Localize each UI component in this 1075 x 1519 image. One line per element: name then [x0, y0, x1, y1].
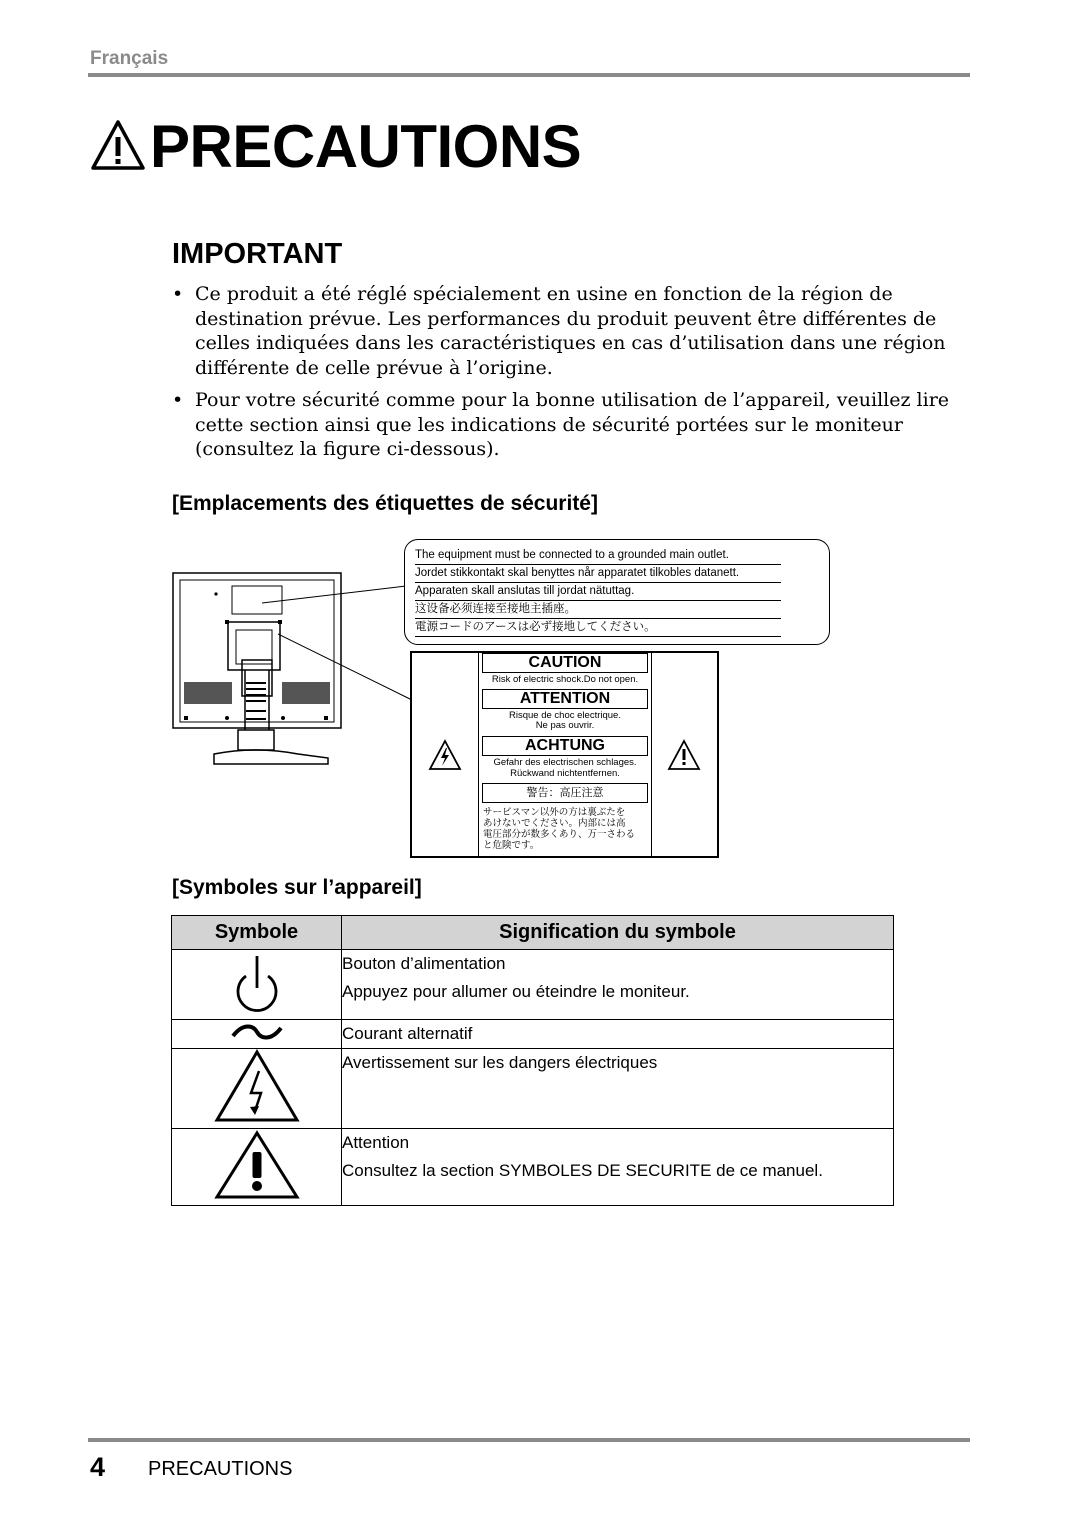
attention-icon [214, 1130, 300, 1200]
list-item: • Pour votre sécurité comme pour la bonne utilisation de l’appareil, veuillez lire cette section ainsi que les indications de sécurité portées sur le moniteur (consultez la figure ci-dessous). [172, 388, 972, 462]
ground-outlet-label [404, 539, 830, 645]
symbols-heading: [Symboles sur l’appareil] [172, 876, 422, 899]
achtung-text-line: Gefahr des electrischen schlages. [493, 757, 637, 768]
table-header-row [172, 916, 894, 950]
footer-section-title: PRECAUTIONS [148, 1458, 293, 1480]
page-title-text: PRECAUTIONS [150, 112, 582, 180]
symbols-table [171, 915, 894, 1206]
label-text-line: 这设备必须连接至接地主插座。 [415, 601, 781, 619]
important-heading: IMPORTANT [172, 238, 343, 270]
jp-text-line: 電圧部分が数多くあり、万一さわる [483, 829, 636, 840]
col-symbol-header: Symbole [172, 916, 342, 950]
footer-rule [88, 1438, 970, 1442]
attention-icon-right [651, 653, 717, 856]
cell-text: Bouton d’alimentation [342, 954, 506, 973]
attention-icon [667, 739, 701, 771]
header-rule [88, 73, 970, 77]
page-title [90, 108, 581, 184]
caution-label [410, 651, 719, 858]
achtung-text-line: Rückwand nichtentfernen. [510, 768, 620, 779]
page-number: 4 [90, 1452, 106, 1482]
electric-warning-icon [428, 739, 462, 771]
language-label: Français [90, 48, 169, 69]
power-icon [232, 952, 282, 1012]
table-row [172, 1020, 894, 1049]
achtung-heading: ACHTUNG [482, 736, 648, 756]
ac-icon [229, 1021, 285, 1043]
cell-text: Avertissement sur les dangers électriques [342, 1053, 658, 1072]
important-list [172, 282, 972, 470]
caution-text: Risk of electric shock.Do not open. [491, 674, 639, 685]
attention-text-line: Risque de choc electrique. [509, 710, 621, 721]
table-row [172, 950, 894, 1020]
caution-heading: CAUTION [482, 653, 648, 673]
col-meaning-header: Signification du symbole [342, 916, 894, 950]
monitor-rear-illustration [170, 570, 415, 770]
electric-warning-icon [214, 1049, 300, 1123]
cell-text: Attention [342, 1133, 410, 1152]
label-text-line: The equipment must be connected to a grounded main outlet. [415, 547, 781, 565]
table-row [172, 1129, 894, 1206]
jp-warning-heading: 警告：高圧注意 [482, 783, 648, 803]
attention-text-line: Ne pas ouvrir. [535, 720, 595, 731]
cell-text: Consultez la section SYMBOLES DE SECURITE de ce manuel. [342, 1161, 823, 1180]
label-text-line: Apparaten skall anslutas till jordat nätuttag. [415, 583, 781, 601]
label-text-line: Jordet stikkontakt skal benyttes når apparatet tilkobles datanett. [415, 565, 781, 583]
caution-label-text-area [478, 653, 652, 856]
table-row [172, 1049, 894, 1129]
warning-triangle-icon [90, 118, 146, 174]
cell-text: Appuyez pour allumer ou éteindre le moniteur. [342, 982, 690, 1001]
list-item: • Ce produit a été réglé spécialement en usine en fonction de la région de destination prévue. Les performances du produit peuvent être différentes de celles indiquées dans les caractéristiques en cas d’utilisation dans une région différente de celle prévue à l’origine. [172, 282, 972, 380]
attention-heading: ATTENTION [482, 689, 648, 709]
label-text-line: 電源コードのアースは必ず接地してください。 [415, 619, 781, 637]
cell-text: Courant alternatif [342, 1024, 473, 1043]
labels-heading: [Emplacements des étiquettes de sécurité] [172, 492, 598, 515]
electric-warning-icon-left [412, 653, 478, 856]
jp-text-line: サービスマン以外の方は裏ぶたを [483, 807, 626, 818]
jp-text-line: あけないでください。内部には高 [483, 818, 626, 829]
jp-text-line: と危険です。 [483, 840, 540, 851]
